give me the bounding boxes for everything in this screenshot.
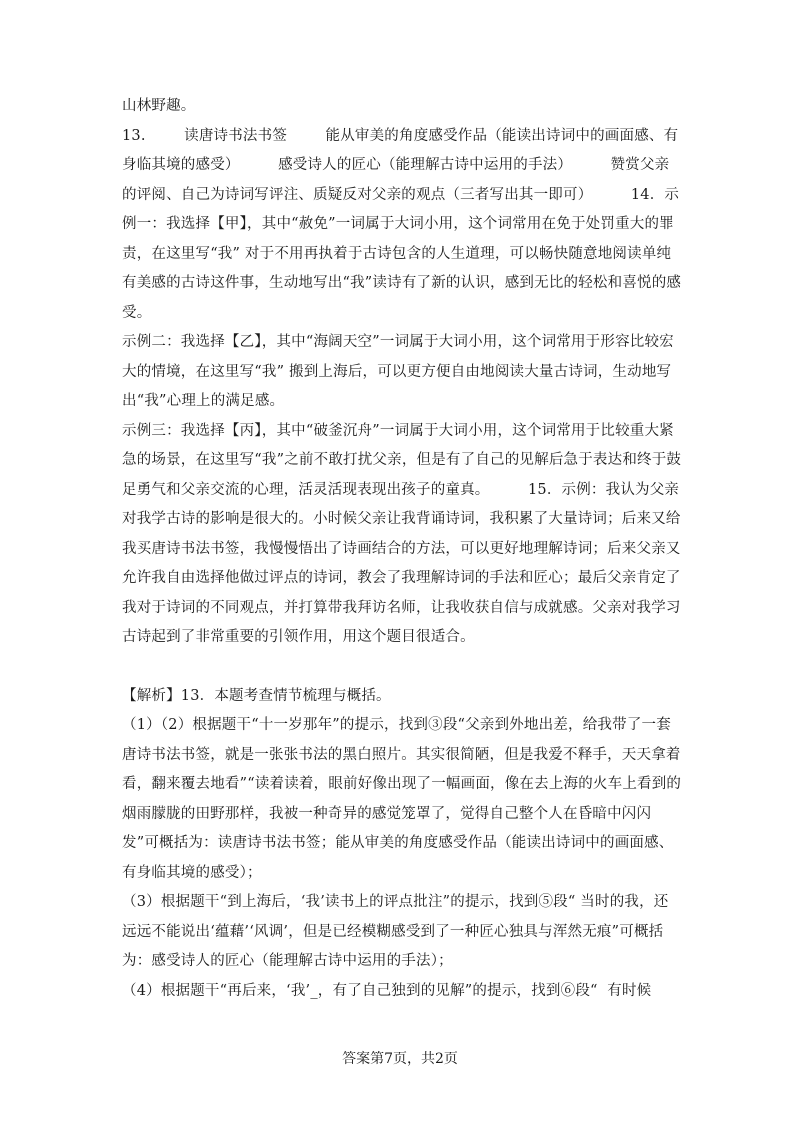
section-gap	[122, 653, 682, 682]
analysis-heading: 【解析】13．本题考查情节梳理与概括。	[122, 687, 391, 704]
answer-text-block	[122, 92, 682, 1006]
analysis-paragraph-3: （4）根据题干“再后来，‘我’_，有了自己独到的见解”的提示，找到⑥段“ 有时候	[122, 982, 652, 999]
answer-paragraph-4: 示例三：我选择【丙】，其中“破釜沉舟”一词属于大词小用，这个词常用于比较重大紧急的场景，在这里写“我”之前不敢打扰父亲，但是有了自己的见解后急于表达和终于鼓足勇气和父亲交流的心理，活灵活现表现出孩子的童真。 15．示例：我认为父亲对我学古诗的影响是很大的。小时候父亲让我背诵诗词，我积累了大量诗词；后来又给我买唐诗书法书签，我慢慢悟出了诗画结合的方法，可以更好地理解诗词；后来父亲又允许我自由选择他做过评点的诗词，教会了我理解诗词的手法和匠心；最后父亲肯定了我对于诗词的不同观点，并打算带我拜访名师，让我收获自信与成就感。父亲对我学习古诗起到了非常重要的引领作用，用这个题目很适合。	[122, 422, 682, 645]
analysis-paragraph-2: （3）根据题干“到上海后，‘我’读书上的评点批注”的提示，找到⑤段“ 当时的我，还远远不能说出‘蕴藉’‘风调’，但是已经模糊感受到了一种匠心独具与浑然无痕”可概括为：感受诗人的匠心（能理解古诗中运用的手法）；	[122, 894, 669, 969]
answer-paragraph-3: 示例二：我选择【乙】，其中“海阔天空”一词属于大词小用，这个词常用于形容比较宏大的情境，在这里写“我” 搬到上海后，可以更方便自由地阅读大量古诗词，生动地写出“我”心理上的满足感。	[122, 334, 674, 409]
page-footer: 答案第7页，共2页	[342, 1051, 458, 1067]
analysis-paragraph-1: （1）（2）根据题干“十一岁那年”的提示，找到③段“父亲到外地出差，给我带了一套唐诗书法书签，就是一张张书法的黑白照片。其实很简陋，但是我爱不释手，天天拿着看，翻来覆去地看”“读着读着，眼前好像出现了一幅画面，像在去上海的火车上看到的烟雨朦胧的田野那样，我被一种奇异的感觉笼罩了，觉得自己整个人在昏暗中闪闪发”可概括为：读唐诗书法书签；能从审美的角度感受作品（能读出诗词中的画面感、有身临其境的感受）；	[122, 717, 682, 881]
answer-paragraph-1: 山林野趣。	[122, 98, 196, 114]
answer-paragraph-2: 13. 读唐诗书法书签 能从审美的角度感受作品（能读出诗词中的画面感、有身临其境的感受） 感受诗人的匠心（能理解古诗中运用的手法） 赞赏父亲的评阅、自己为诗词写评注、质疑反对父亲的观点（三者写出其一即可） 14．示例一：我选择【甲】，其中“赦免”一词属于大词小用，这个词常用在免于处罚重大的罪责，在这里写“我” 对于不用再执着于古诗包含的人生道理，可以畅快随意地阅读单纯有美感的古诗这件事，生动地写出“我”读诗有了新的认识，感到无比的轻松和喜悦的感受。	[122, 127, 682, 321]
